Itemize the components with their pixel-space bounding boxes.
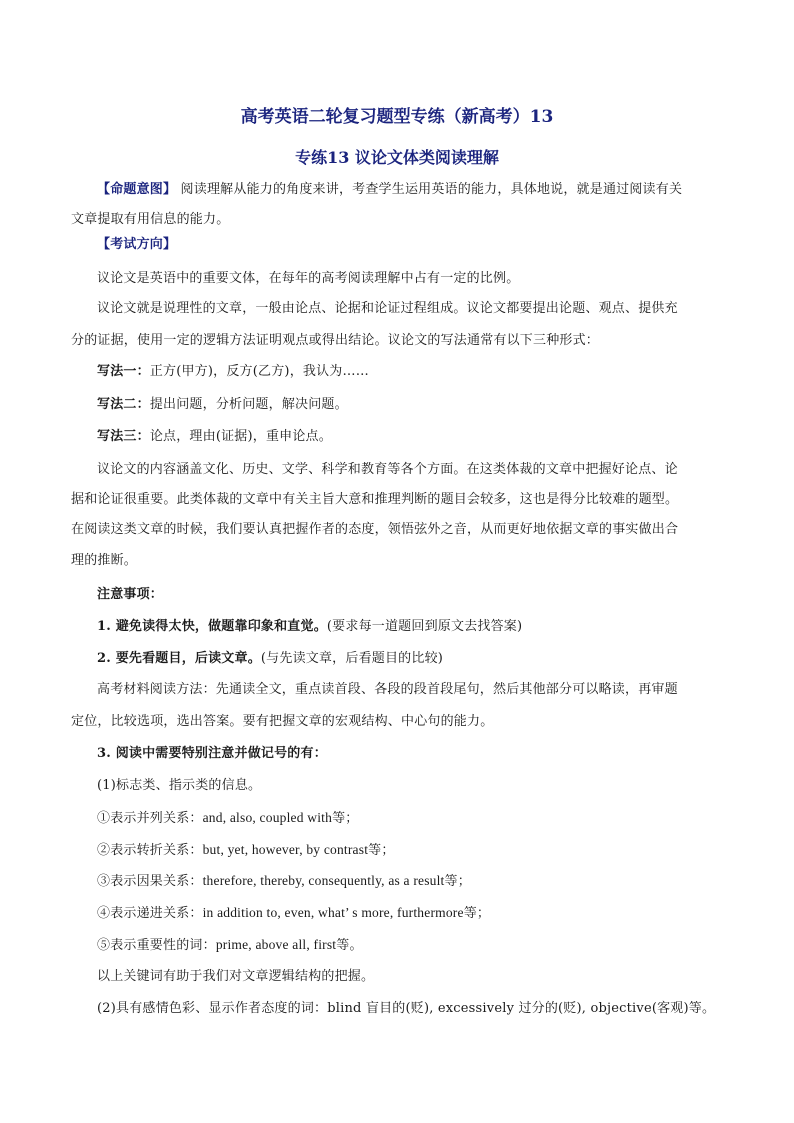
method-3	[71, 422, 749, 452]
relation-parallel-words: and, also, coupled with	[202, 810, 333, 825]
direction-paragraph-3-line1: 议论文的内容涵盖文化、历史、文学、科学和教育等各个方面。在这类体裁的文章中把握好论点、论	[97, 462, 678, 477]
relation-cause	[71, 866, 749, 897]
note-item-2-bold: 2. 要先看题目，后读文章。	[97, 651, 261, 666]
relation-contrast-words: but, yet, however, by contrast	[202, 842, 369, 857]
method-2-label: 写法二：	[97, 397, 150, 412]
method-1	[71, 357, 749, 387]
method-1-label: 写法一：	[97, 364, 150, 379]
method-2	[71, 390, 749, 420]
relation-contrast-end: 等；	[368, 843, 395, 858]
relation-importance	[71, 930, 749, 961]
note-item-2	[71, 644, 749, 674]
relation-parallel	[71, 803, 749, 834]
sub-item-2: (2)具有感情色彩、显示作者态度的词：blind 盲目的(贬), excessively 过分的(贬), objective(客观)等。	[97, 1001, 716, 1016]
relation-contrast	[71, 835, 749, 866]
relation-progressive-end: 等；	[463, 906, 491, 921]
intent-text-line1: 阅读理解从能力的角度来讲，考查学生运用英语的能力，具体地说，就是通过阅读有关	[180, 182, 683, 197]
note-item-1-bold: 1. 避免读得太快，做题靠印象和直觉。	[97, 619, 327, 634]
relation-cause-label: ③表示因果关系：	[97, 874, 203, 889]
keywords-summary: 以上关键词有助于我们对文章逻辑结构的把握。	[97, 969, 375, 984]
reading-method-line2: 定位，比较选项，选出答案。要有把握文章的宏观结构、中心句的能力。	[71, 714, 494, 729]
method-2-text: 提出问题，分析问题，解决问题。	[149, 397, 348, 412]
relation-parallel-end: 等；	[332, 811, 359, 826]
direction-paragraph-1: 议论文是英语中的重要文体，在每年的高考阅读理解中占有一定的比例。	[97, 271, 520, 286]
direction-paragraph-2-line1: 议论文就是说理性的文章，一般由论点、论据和论证过程组成。议论文都要提出论题、观点、提供充	[97, 301, 678, 316]
relation-progressive	[71, 898, 749, 929]
direction-paragraph-3-line2: 据和论证很重要。此类体裁的文章中有关主旨大意和推理判断的题目会较多，这也是得分比较难的题型。	[71, 492, 679, 507]
direction-paragraph-3-line3: 在阅读这类文章的时候，我们要认真把握作者的态度，领悟弦外之音，从而更好地依据文章的事实做出合	[71, 522, 679, 537]
relation-progressive-words: in addition to, even, what’ s more, furthermore	[202, 905, 464, 920]
method-3-label: 写法三：	[97, 429, 150, 444]
notes-heading: 注意事项：	[97, 587, 164, 602]
document-title: 高考英语二轮复习题型专练（新高考）13	[240, 107, 554, 127]
note-item-1-rest: (要求每一道题回到原文去找答案)	[326, 619, 523, 634]
document-subtitle: 专练13 议论文体类阅读理解	[295, 148, 499, 167]
sub-item-1: (1)标志类、指示类的信息。	[97, 778, 262, 793]
intent-tag: 【命题意图】	[97, 182, 177, 197]
relation-importance-end: 等。	[336, 938, 363, 953]
note-item-2-rest: (与先读文章，后看题目的比较)	[260, 651, 444, 666]
relation-importance-words: prime, above all, first	[215, 937, 337, 952]
note-item-1	[71, 612, 749, 642]
relation-progressive-label: ④表示递进关系：	[97, 906, 203, 921]
method-3-text: 论点，理由(证据)，重申论点。	[149, 429, 332, 444]
relation-importance-label: ⑤表示重要性的词：	[97, 938, 216, 953]
relation-contrast-label: ②表示转折关系：	[97, 843, 203, 858]
intent-paragraph-line1	[71, 175, 749, 205]
direction-paragraph-2-line2: 分的证据，使用一定的逻辑方法证明观点或得出结论。议论文的写法通常有以下三种形式：	[71, 333, 600, 348]
relation-parallel-label: ①表示并列关系：	[97, 811, 203, 826]
reading-method-line1: 高考材料阅读方法：先通读全文，重点读首段、各段的段首段尾句，然后其他部分可以略读，再审题	[97, 682, 678, 697]
method-1-text: 正方(甲方)，反方(乙方)，我认为……	[149, 364, 369, 379]
relation-cause-end: 等；	[444, 874, 471, 889]
direction-paragraph-3-line4: 理的推断。	[71, 553, 138, 568]
intent-text-line2: 文章提取有用信息的能力。	[71, 212, 230, 227]
relation-cause-words: therefore, thereby, consequently, as a result	[202, 873, 445, 888]
direction-tag: 【考试方向】	[97, 237, 177, 252]
note-item-3: 3. 阅读中需要特别注意并做记号的有：	[97, 746, 327, 761]
